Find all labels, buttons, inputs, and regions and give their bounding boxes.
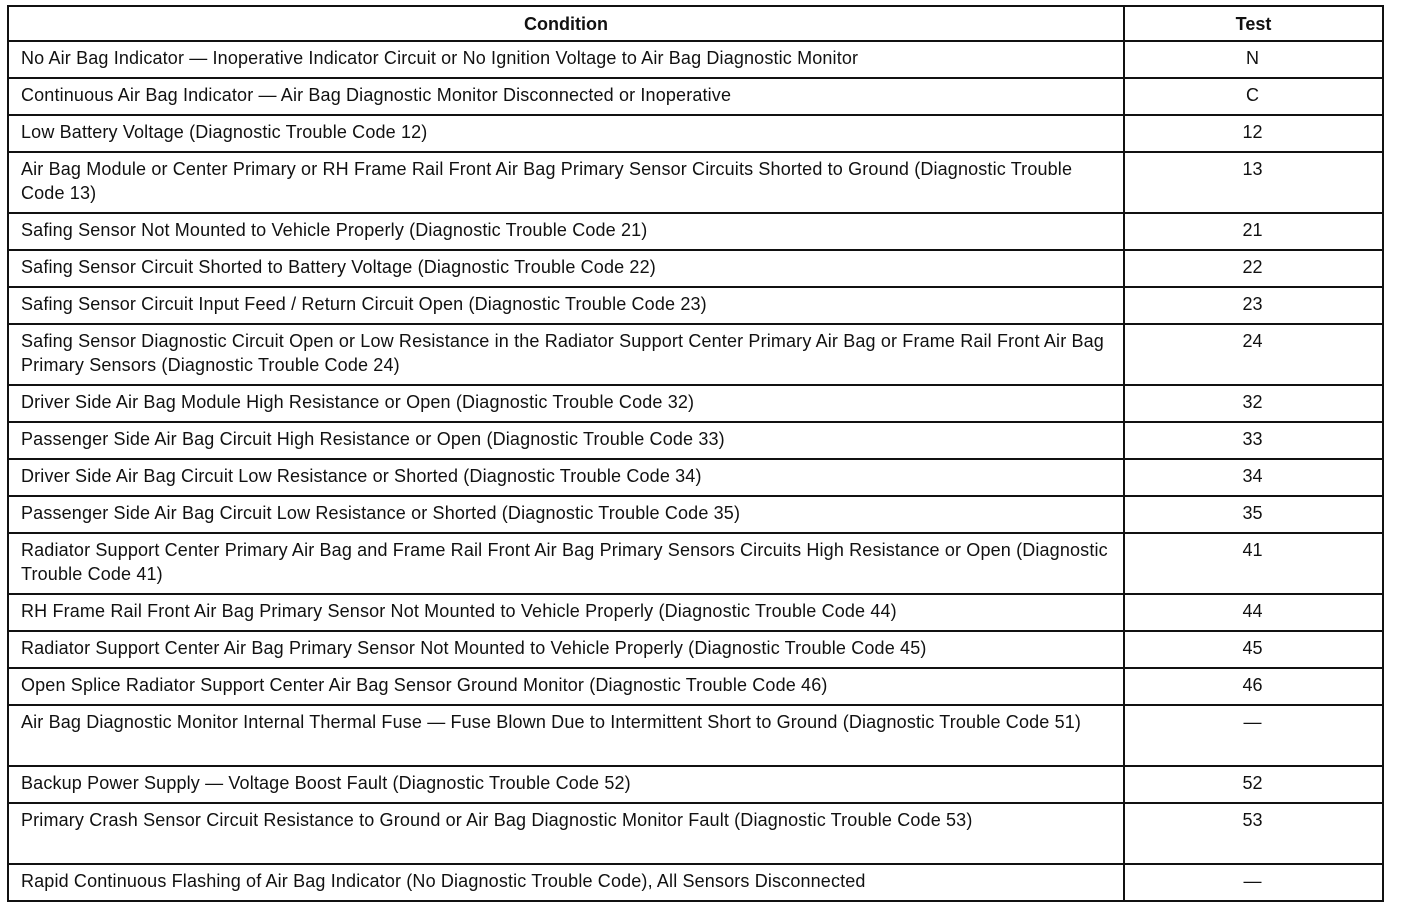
condition-cell: Low Battery Voltage (Diagnostic Trouble Code 12) <box>8 115 1124 152</box>
condition-cell: Open Splice Radiator Support Center Air Bag Sensor Ground Monitor (Diagnostic Trouble Code 46) <box>8 668 1124 705</box>
test-cell: 22 <box>1124 250 1383 287</box>
condition-cell: Driver Side Air Bag Module High Resistance or Open (Diagnostic Trouble Code 32) <box>8 385 1124 422</box>
table-row <box>8 766 1383 803</box>
table-row <box>8 459 1383 496</box>
test-cell: — <box>1124 864 1383 901</box>
table-row <box>8 668 1383 705</box>
test-cell: 23 <box>1124 287 1383 324</box>
table-row <box>8 533 1383 594</box>
condition-cell: Air Bag Module or Center Primary or RH Frame Rail Front Air Bag Primary Sensor Circuits Shorted to Ground (Diagnostic Trouble Code 13) <box>8 152 1124 213</box>
table-row <box>8 864 1383 901</box>
table-row <box>8 705 1383 766</box>
table-row <box>8 41 1383 78</box>
header-row <box>8 6 1383 41</box>
table-row <box>8 213 1383 250</box>
test-cell: 12 <box>1124 115 1383 152</box>
condition-test-table <box>7 5 1384 902</box>
table-row <box>8 594 1383 631</box>
condition-cell: Safing Sensor Diagnostic Circuit Open or Low Resistance in the Radiator Support Center Primary Air Bag or Frame Rail Front Air Bag Primary Sensors (Diagnostic Trouble Code 24) <box>8 324 1124 385</box>
test-cell: — <box>1124 705 1383 766</box>
condition-cell: Backup Power Supply — Voltage Boost Fault (Diagnostic Trouble Code 52) <box>8 766 1124 803</box>
diagnostic-table-container <box>7 5 1382 891</box>
condition-cell: Passenger Side Air Bag Circuit Low Resistance or Shorted (Diagnostic Trouble Code 35) <box>8 496 1124 533</box>
condition-cell: Safing Sensor Not Mounted to Vehicle Properly (Diagnostic Trouble Code 21) <box>8 213 1124 250</box>
test-cell: 41 <box>1124 533 1383 594</box>
table-row <box>8 803 1383 864</box>
test-cell: 53 <box>1124 803 1383 864</box>
condition-cell: No Air Bag Indicator — Inoperative Indicator Circuit or No Ignition Voltage to Air Bag Diagnostic Monitor <box>8 41 1124 78</box>
test-cell: 52 <box>1124 766 1383 803</box>
test-cell: 24 <box>1124 324 1383 385</box>
table-row <box>8 324 1383 385</box>
test-cell: C <box>1124 78 1383 115</box>
test-cell: 34 <box>1124 459 1383 496</box>
test-cell: 21 <box>1124 213 1383 250</box>
test-cell: 33 <box>1124 422 1383 459</box>
condition-cell: Safing Sensor Circuit Input Feed / Return Circuit Open (Diagnostic Trouble Code 23) <box>8 287 1124 324</box>
condition-cell: Driver Side Air Bag Circuit Low Resistance or Shorted (Diagnostic Trouble Code 34) <box>8 459 1124 496</box>
table-row <box>8 385 1383 422</box>
condition-cell: Primary Crash Sensor Circuit Resistance to Ground or Air Bag Diagnostic Monitor Fault (Diagnostic Trouble Code 53) <box>8 803 1124 864</box>
condition-cell: Air Bag Diagnostic Monitor Internal Thermal Fuse — Fuse Blown Due to Intermittent Short to Ground (Diagnostic Trouble Code 51) <box>8 705 1124 766</box>
condition-cell: Radiator Support Center Air Bag Primary Sensor Not Mounted to Vehicle Properly (Diagnostic Trouble Code 45) <box>8 631 1124 668</box>
test-cell: 32 <box>1124 385 1383 422</box>
condition-cell: Safing Sensor Circuit Shorted to Battery Voltage (Diagnostic Trouble Code 22) <box>8 250 1124 287</box>
table-row <box>8 287 1383 324</box>
header-test: Test <box>1124 6 1383 41</box>
condition-cell: RH Frame Rail Front Air Bag Primary Sensor Not Mounted to Vehicle Properly (Diagnostic Trouble Code 44) <box>8 594 1124 631</box>
test-cell: 44 <box>1124 594 1383 631</box>
table-row <box>8 631 1383 668</box>
condition-cell: Continuous Air Bag Indicator — Air Bag Diagnostic Monitor Disconnected or Inoperative <box>8 78 1124 115</box>
condition-cell: Rapid Continuous Flashing of Air Bag Indicator (No Diagnostic Trouble Code), All Sensors Disconnected <box>8 864 1124 901</box>
table-row <box>8 152 1383 213</box>
test-cell: 35 <box>1124 496 1383 533</box>
table-row <box>8 250 1383 287</box>
test-cell: N <box>1124 41 1383 78</box>
test-cell: 45 <box>1124 631 1383 668</box>
table-row <box>8 78 1383 115</box>
test-cell: 13 <box>1124 152 1383 213</box>
header-condition: Condition <box>8 6 1124 41</box>
table-row <box>8 115 1383 152</box>
condition-cell: Radiator Support Center Primary Air Bag and Frame Rail Front Air Bag Primary Sensors Circuits High Resistance or Open (Diagnostic Trouble Code 41) <box>8 533 1124 594</box>
condition-cell: Passenger Side Air Bag Circuit High Resistance or Open (Diagnostic Trouble Code 33) <box>8 422 1124 459</box>
table-row <box>8 422 1383 459</box>
table-row <box>8 496 1383 533</box>
test-cell: 46 <box>1124 668 1383 705</box>
